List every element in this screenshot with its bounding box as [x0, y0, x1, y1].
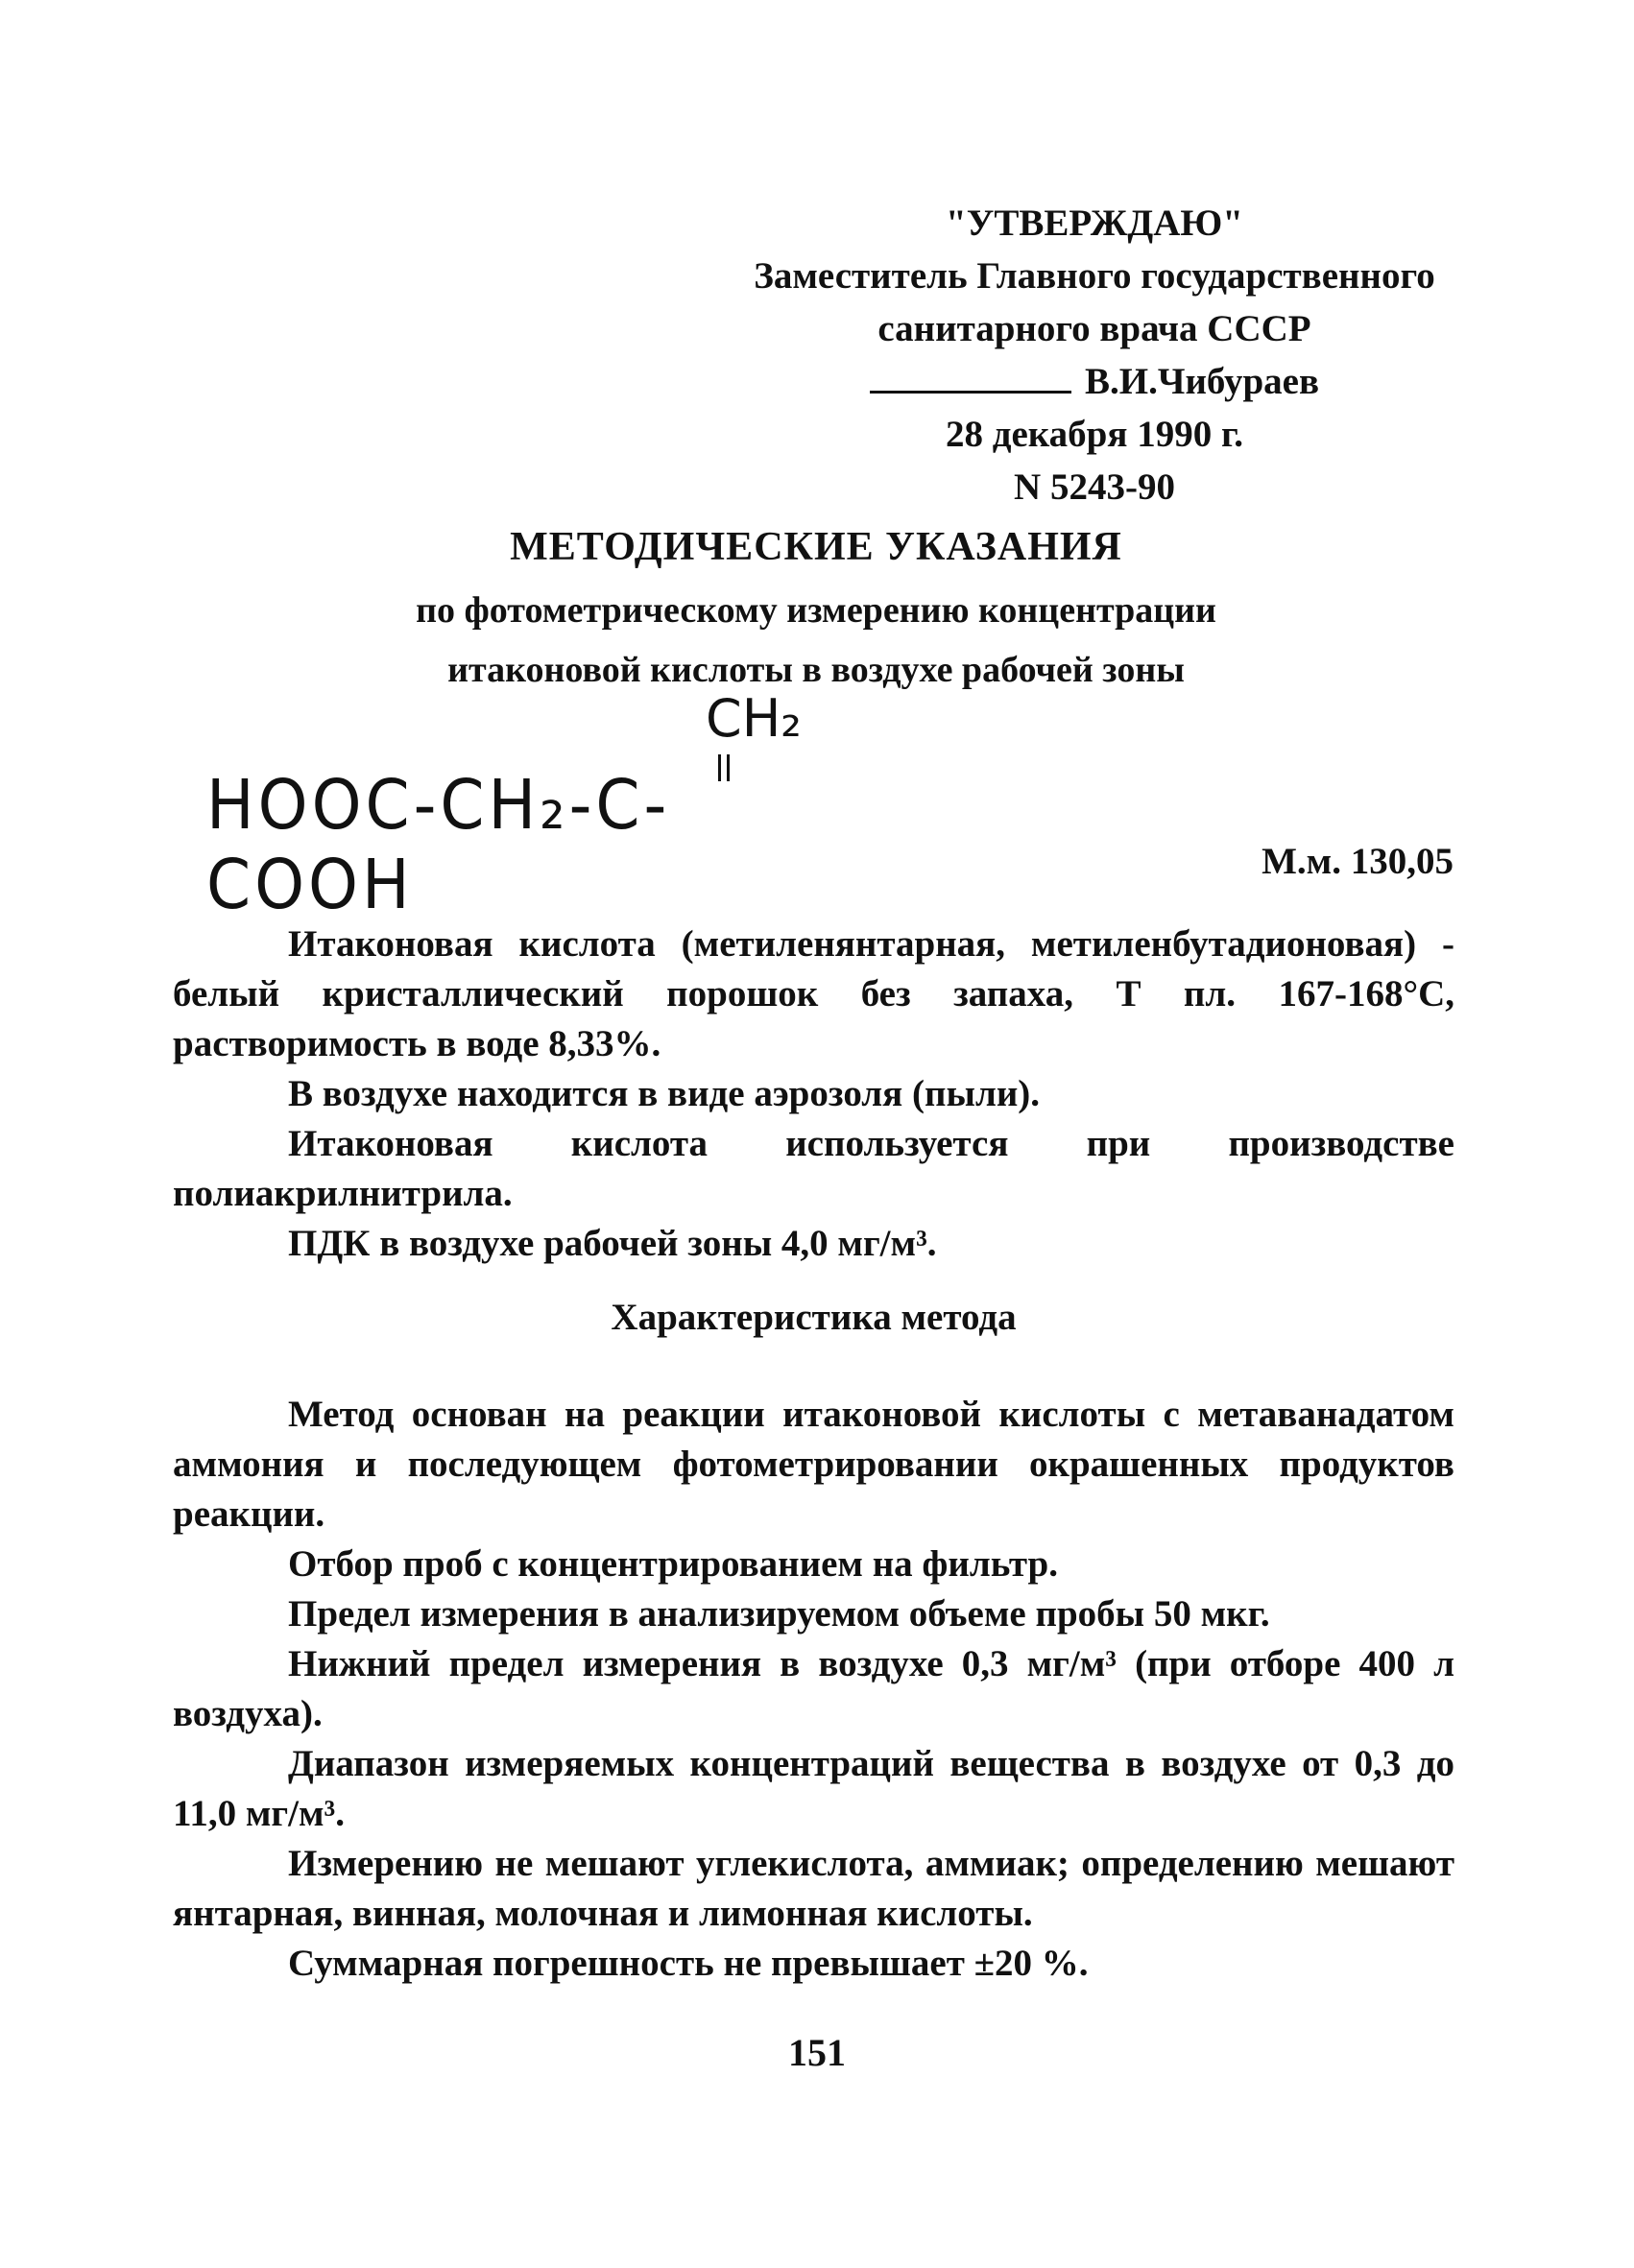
method-paragraph: Метод основан на реакции итаконовой кислоты с метаванадатом аммония и последующем фотометрировании окрашенных продуктов реакции.: [173, 1394, 1454, 1535]
molar-mass: М.м. 130,05: [1262, 841, 1454, 882]
approval-number: N 5243-90: [1014, 466, 1175, 508]
title-block: [288, 513, 1344, 700]
document-title: МЕТОДИЧЕСКИЕ УКАЗАНИЯ: [510, 525, 1122, 569]
approval-stamp: "УТВЕРЖДАЮ": [946, 203, 1243, 244]
method-paragraph: Предел измерения в анализируемом объеме пробы 50 мкг.: [288, 1593, 1270, 1635]
description-paragraph: В воздухе находится в виде аэрозоля (пыли).: [288, 1073, 1041, 1114]
description-section: [173, 919, 1454, 1269]
method-section: [173, 1390, 1454, 1989]
document-subtitle-line1: по фотометрическому измерению концентрации: [416, 590, 1216, 631]
description-paragraph: Итаконовая кислота (метиленянтарная, метиленбутадионовая) - белый кристаллический порошок без запаха, Т пл. 167-168°С, растворимость в воде 8,33%.: [173, 923, 1454, 1064]
method-paragraph: Суммарная погрешность не превышает ±20 %.: [288, 1943, 1089, 1984]
formula-main-chain: HOOC-CH₂-C-COOH: [206, 765, 671, 925]
approval-position-line1: Заместитель Главного государственного: [754, 255, 1435, 297]
approval-signature-row: [701, 355, 1488, 408]
approval-position-line2: санитарного врача СССР: [877, 308, 1311, 349]
method-paragraph: Диапазон измеряемых концентраций вещества в воздухе от 0,3 до 11,0 мг/м³.: [173, 1743, 1454, 1834]
signature-line: [870, 362, 1071, 394]
approval-date: 28 декабря 1990 г.: [945, 414, 1244, 455]
formula-branch-group: CH₂: [706, 688, 802, 749]
structural-formula: [206, 683, 802, 925]
method-heading: Характеристика метода: [611, 1297, 1017, 1338]
method-paragraph: Отбор проб с концентрированием на фильтр.: [288, 1543, 1058, 1585]
page-number: 151: [788, 2031, 846, 2074]
approval-block: [701, 197, 1488, 513]
document-subtitle-line2: итаконовой кислоты в воздухе рабочей зоны: [447, 650, 1185, 690]
method-paragraph: Нижний предел измерения в воздухе 0,3 мг/м³ (при отборе 400 л воздуха).: [173, 1643, 1454, 1734]
description-paragraph: Итаконовая кислота используется при производстве полиакрилнитрила.: [173, 1123, 1454, 1214]
approval-signatory: В.И.Чибураев: [1084, 361, 1320, 402]
description-paragraph: ПДК в воздухе рабочей зоны 4,0 мг/м³.: [288, 1223, 937, 1264]
method-paragraph: Измерению не мешают углекислота, аммиак; определению мешают янтарная, винная, молочная и лимонная кислоты.: [173, 1843, 1454, 1934]
